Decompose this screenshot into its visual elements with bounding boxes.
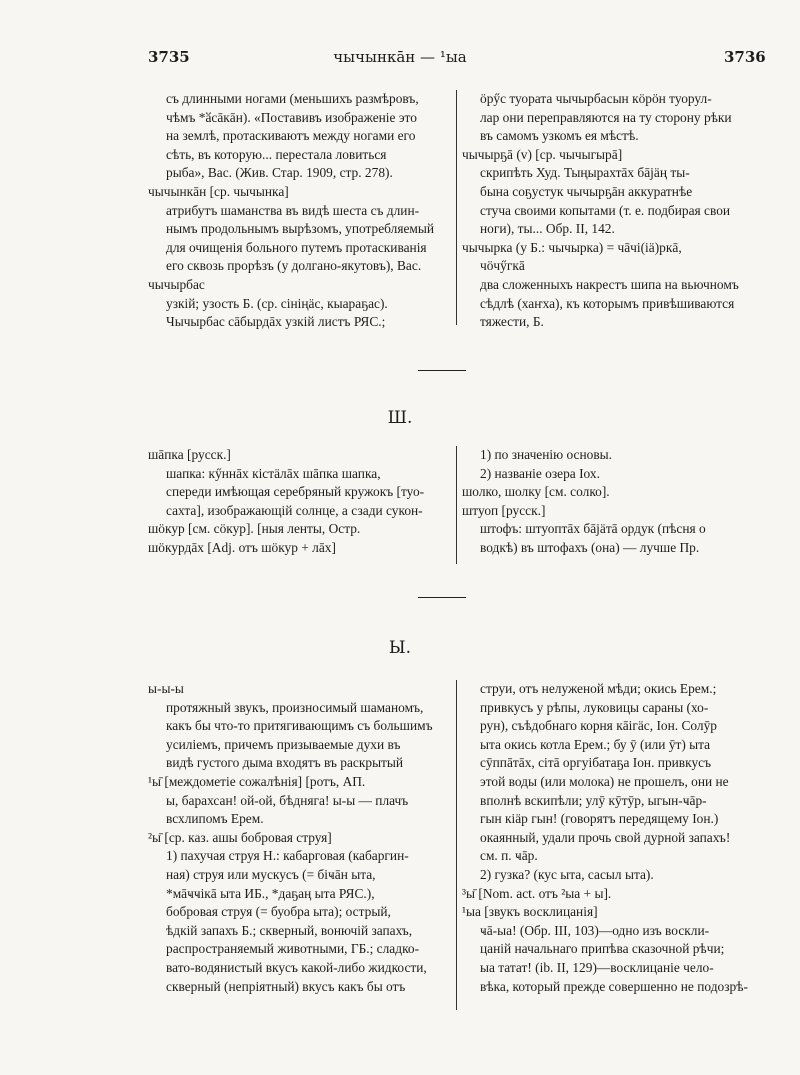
headword-line: чычырҕā (v) [ср. чычыгырā] xyxy=(462,146,623,162)
entry-text-line: ы, барахсан! ой-ой, бѣдняга! ы-ы — плачъ xyxy=(166,792,409,808)
page-header xyxy=(0,48,800,72)
headword-line: шāпка [русск.] xyxy=(148,447,231,462)
headword-line: ¹ыа [звукъ восклицанія] xyxy=(462,904,598,920)
headword-line: ы-ы-ы xyxy=(148,681,184,696)
entry-text-line: ҹā-ыа! (Обр. III, 103)—одно изъ воскли- xyxy=(480,922,710,938)
entry-text-line: рун), съѣдобнаго корня кāігӓс, Iон. Солӯр xyxy=(480,718,717,734)
entry-text-line: чӧчӳгкā xyxy=(480,258,525,274)
headword-line: чычынкāн [ср. чычынка] xyxy=(148,183,289,199)
entry-text-line: ноги), ты... Обр. II, 142. xyxy=(480,221,615,237)
entry-text-line: этой воды (или молока) не прошелъ, они не xyxy=(480,773,729,789)
entry-text-line: всхлипомъ Ерем. xyxy=(166,811,264,827)
middle-left-column xyxy=(148,446,448,558)
entry-text-line: Чычырбас сāбырдāх узкій листъ РЯС.; xyxy=(166,314,386,330)
headword-line: чычырбас xyxy=(148,276,205,292)
entry-text-line: какъ бы что-то притягивающимъ съ большимъ xyxy=(166,718,433,734)
headword-line: чычырка (у Б.: чычырка) = чāчі(іӓ)ркā, xyxy=(462,239,682,255)
running-title: чычынкāн — ¹ыа xyxy=(333,48,467,66)
entry-text-line: ѣдкій запахъ Б.; скверный, вонючій запахъ, xyxy=(166,922,413,938)
section-rule-2 xyxy=(418,597,466,598)
middle-right-column xyxy=(462,446,767,558)
entry-text-line: лар они переправляются на ту сторону рѣки xyxy=(480,109,732,125)
entry-text-line: стуча своими копытами (т. е. подбирая свои xyxy=(480,202,731,218)
entry-text-line: для очищенія больного путемъ протаскиванія xyxy=(166,239,427,255)
entry-text-line: цаній начальнаго припѣва сказочной рѣчи; xyxy=(480,941,725,957)
entry-text-line: его сквозь прорѣзъ (у долгано-якутовъ), Вас. xyxy=(166,258,422,274)
entry-text-line: ӧрӳс туората чычырбасын кӧрӧн туорул- xyxy=(480,91,712,106)
entry-text-line: привкусъ у рѣпы, луковицы сараны (хо- xyxy=(480,699,709,715)
section-rule-1 xyxy=(418,370,466,371)
column-divider-bottom xyxy=(456,680,457,1010)
entry-text-line: бына соҕустук чычырҕāн аккуратнѣе xyxy=(480,183,693,199)
headword-line: шӧкурдāх [Adj. отъ шӧкур + лāх] xyxy=(148,539,336,555)
entry-text-line: 1) по значенію основы. xyxy=(480,447,612,462)
headword-line: штуоп [русск.] xyxy=(462,502,546,518)
entry-text-line: см. п. ҹāр. xyxy=(480,848,538,864)
entry-text-line: чѣмъ *ӑсāкāн). «Поставивъ изображеніе это xyxy=(166,109,417,125)
top-right-column xyxy=(462,90,767,332)
entry-text-line: атрибутъ шаманства въ видѣ шеста съ длин- xyxy=(166,202,420,218)
entry-text-line: на землѣ, протаскиваютъ между ногами его xyxy=(166,128,416,144)
entry-text-line: окаянный, удали прочь свой дурной запахъ! xyxy=(480,829,731,845)
entry-text-line: ыта окись котла Ерем.; бу ӯ (или ӯт) ыта xyxy=(480,736,711,752)
entry-text-line: рыба», Вас. (Жив. Стар. 1909, стр. 278). xyxy=(166,165,393,181)
entry-text-line: сӯппāтāх, сітā оргуібатаҕа Iон. привкусъ xyxy=(480,755,712,771)
headword-line: шолко, шолку [см. солко]. xyxy=(462,484,610,500)
entry-text-line: 2) названіе озера Iох. xyxy=(480,465,600,481)
entry-text-line: скверный (непріятный) вкусъ какъ бы отъ xyxy=(166,978,406,994)
entry-text-line: вполнѣ вскипѣли; улӯ кӯтӯр, ыгын-ҹāр- xyxy=(480,792,707,808)
entry-text-line: усиліемъ, причемъ призываемые духи въ xyxy=(166,736,401,752)
entry-text-line: нымъ продольнымъ вырѣзомъ, употребляемый xyxy=(166,221,435,237)
entry-text-line: распространяемый животными, ГБ.; сладко- xyxy=(166,941,420,957)
entry-text-line: водкѣ) въ штофахъ (она) — лучше Пр. xyxy=(480,539,700,555)
column-divider-top xyxy=(456,90,457,325)
page-number-right: 3736 xyxy=(724,48,766,66)
entry-text-line: 1) пахучая струя Н.: кабарговая (кабаргин- xyxy=(166,848,409,864)
entry-text-line: вато-водянистый вкусъ какой-либо жидкости, xyxy=(166,959,427,975)
entry-text-line: съ длинными ногами (меньшихъ размѣровъ, xyxy=(166,91,419,106)
entry-text-line: сѣдлѣ (хаҥха), къ которымъ привѣшиваются xyxy=(480,295,735,311)
top-left-column xyxy=(148,90,448,332)
entry-text-line: струи, отъ нелуженой мѣди; окись Ерем.; xyxy=(480,681,717,696)
entry-text-line: штофъ: штуоптāх бājӓтā ордук (пѣсня о xyxy=(480,521,706,537)
entry-text-line: бобровая струя (= буобра ыта); острый, xyxy=(166,904,391,920)
entry-text-line: ыа татат! (ib. II, 129)—восклицаніе чело- xyxy=(480,959,714,975)
entry-text-line: шапка: кӳннāх кістӓлāх шāпка шапка, xyxy=(166,465,381,481)
section-letter-y: Ы. xyxy=(388,638,412,658)
bottom-left-column xyxy=(148,680,448,996)
headword-line: ³ы̄ [Nom. act. отъ ²ыа + ы]. xyxy=(462,885,612,901)
entry-text-line: скрипѣть Худ. Тыңырахтāх бājӓң ты- xyxy=(480,165,690,181)
bottom-right-column xyxy=(462,680,767,996)
entry-text-line: спереди имѣющая серебряный кружокъ [туо- xyxy=(166,484,425,500)
page-number-left: 3735 xyxy=(148,48,190,66)
entry-text-line: сѣть, въ которую... перестала ловиться xyxy=(166,146,387,162)
headword-line: ¹ы̄ [междометіе сожалѣнія] [ротъ, АП. xyxy=(148,773,366,789)
entry-text-line: 2) гузка? (кус ыта, сасыл ыта). xyxy=(480,866,654,882)
headword-line: ²ы̄ [ср. каз. ашы бобровая струя] xyxy=(148,829,332,845)
headword-line: шӧкур [см. сӧкур]. [ныя ленты, Остр. xyxy=(148,521,361,537)
entry-text-line: сахта], изображающій солнце, а сзади сукон- xyxy=(166,502,423,518)
column-divider-middle xyxy=(456,446,457,564)
entry-text-line: ная) струя или мускусъ (= біҹāн ыта, xyxy=(166,866,376,882)
entry-text-line: видѣ густого дыма входятъ въ раскрытый xyxy=(166,755,404,771)
entry-text-line: два сложенныхъ накрестъ шипа на вьючномъ xyxy=(480,276,739,292)
entry-text-line: узкій; узость Б. (ср. сініңӓс, кыараҕас). xyxy=(166,295,388,311)
entry-text-line: тяжести, Б. xyxy=(480,314,544,330)
section-letter-sh: Ш. xyxy=(387,408,413,428)
entry-text-line: *мāҹҹікā ыта ИБ., *даҕаң ыта РЯС.), xyxy=(166,885,375,901)
entry-text-line: гын кіӓр гын! (говорятъ передящему Iон.) xyxy=(480,811,719,827)
entry-text-line: въ самомъ узкомъ ея мѣстѣ. xyxy=(480,128,639,144)
entry-text-line: вѣка, который прежде совершенно не подозрѣ- xyxy=(480,978,748,994)
entry-text-line: протяжный звукъ, произносимый шаманомъ, xyxy=(166,699,424,715)
